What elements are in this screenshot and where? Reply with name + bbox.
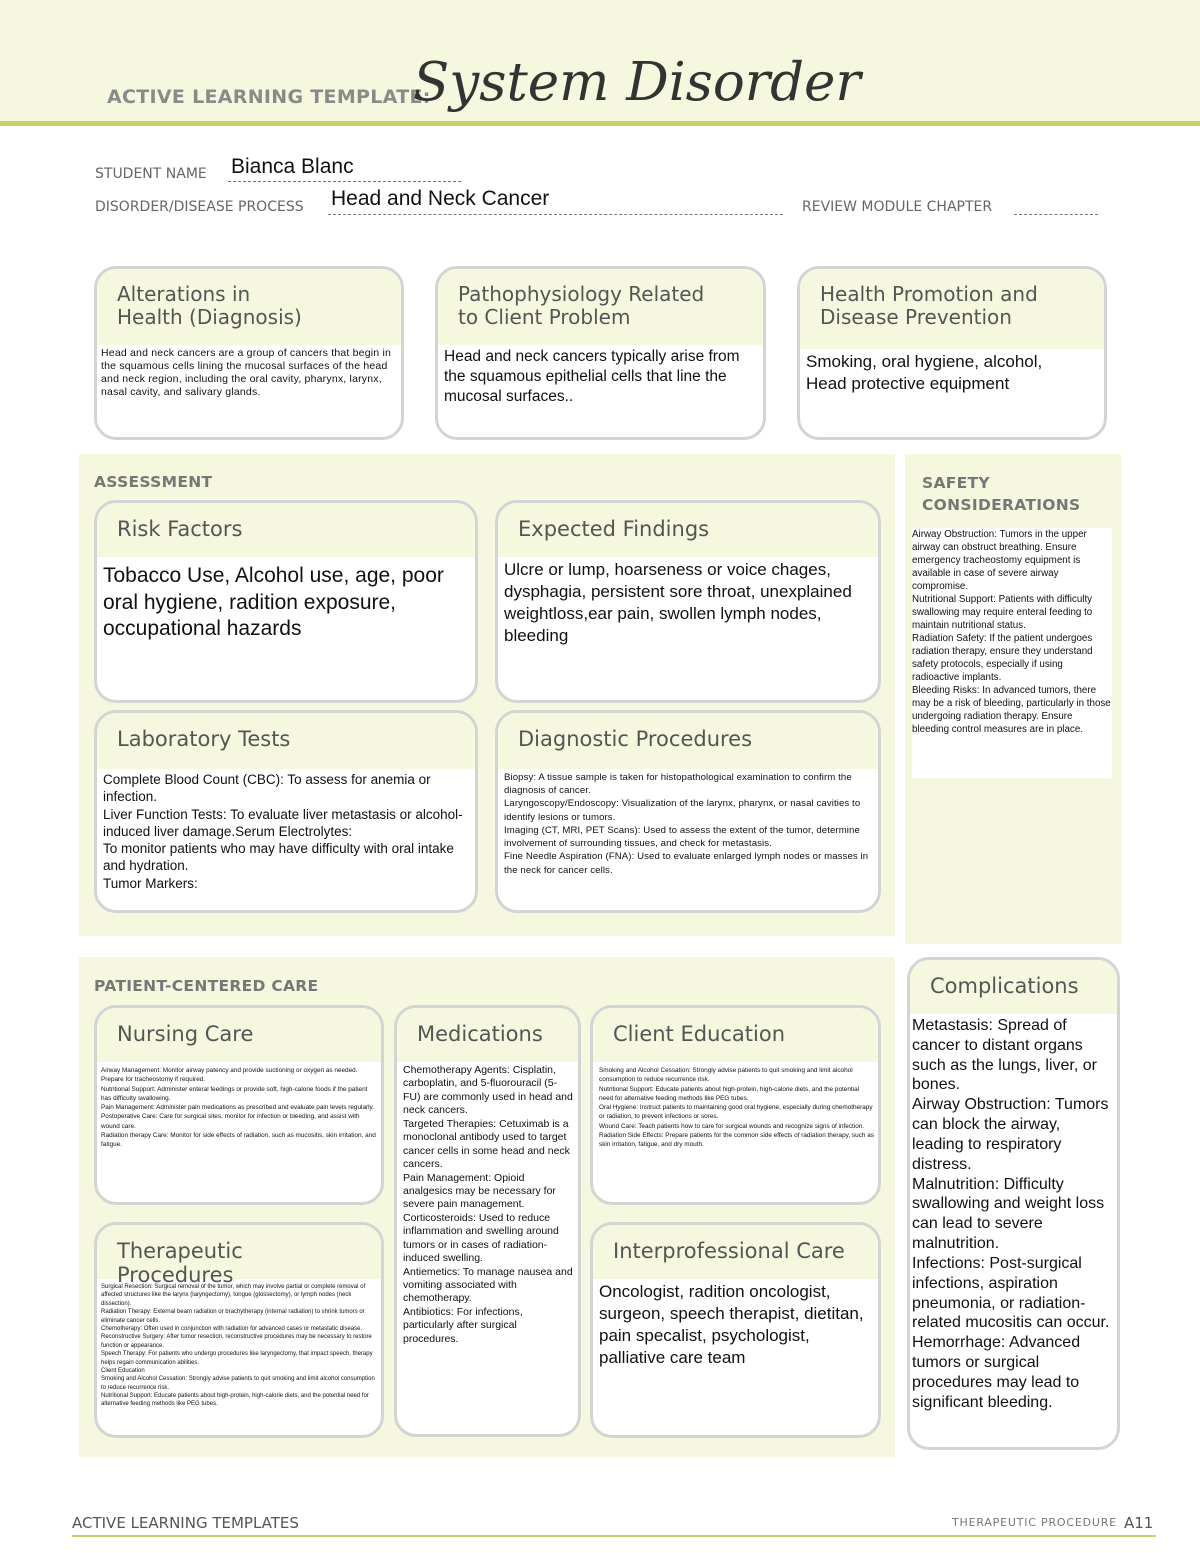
header-divider [0,121,1200,126]
risk-factors-text[interactable]: Tobacco Use, Alcohol use, age, poor oral hygiene, radition exposure, occupational hazards [103,564,444,641]
pathophysiology-text[interactable]: Head and neck cancers typically arise from the squamous epithelial cells that line the mucosal surfaces.. [444,348,740,405]
pathophysiology-box [435,266,766,440]
medications-text[interactable]: Chemotherapy Agents: Cisplatin, carboplatin, and 5-fluorouracil (5-FU) are commonly used in head and neck cancers. Targeted Therapies: Cetuximab is a monoclonal antibody used to target cancer cells in some head and neck cancers. Pain Management: Opioid analgesics may be necessary for severe pain management. Corticosteroids: Used to reduce inflammation and swelling around tumors or in cases of radiation-induced swelling. Antiemetics: To manage nausea and vomiting associated with chemotherapy. Antibiotics: For infections, particularly after surgical procedures. [403,1064,573,1345]
laboratory-tests-text[interactable]: Complete Blood Count (CBC): To assess for anemia or infection. Liver Function Tests: To evaluate liver metastasis or alcohol-induced liver damage.Serum Electrolytes: To monitor patients who may have difficulty with oral intake and hydration. Tumor Markers: [103,772,463,891]
complications-text[interactable]: Metastasis: Spread of cancer to distant organs such as the lungs, liver, or bones. Airway Obstruction: Tumors can block the airway, leading to respiratory distress. Malnutrition: Difficulty swallowing and weight loss can lead to severe malnutrition. Infections: Post-surgical infections, aspiration pneumonia, or radiation-related mucositis can occur. Hemorrhage: Advanced tumors or surgical procedures may lead to significant bleeding. [912,1017,1110,1411]
nursing-care-box [94,1005,384,1205]
complications-title: Complications [910,960,1117,1014]
therapeutic-procedures-title: Therapeutic Procedures [97,1225,381,1279]
page-title: System Disorder [413,52,861,113]
disorder-field[interactable]: Head and Neck Cancer [331,187,550,210]
student-name-label: STUDENT NAME [95,166,207,182]
risk-factors-box [94,500,478,703]
footer-left-text: ACTIVE LEARNING TEMPLATES [72,1514,299,1532]
review-chapter-label: REVIEW MODULE CHAPTER [802,199,993,215]
nursing-care-text[interactable]: Airway Management: Monitor airway patency and provide suctioning or oxygen as needed. Prepare for tracheostomy if required. Nutritional Support: Administer enteral feedings or provide soft, high-calorie foods if the patient has difficulty swallowing. Pain Management: Administer pain medications as prescribed and evaluate pain levels regularly. Postoperative Care: Care for surgical sites, monitor for infection or bleeding, and assist with wound care. Radiation therapy Care: Monitor for side effects of radiation, such as mucositis, skin irritation, and fatigue. [101,1067,376,1149]
laboratory-tests-title: Laboratory Tests [97,713,475,769]
footer-right-text: THERAPEUTIC PROCEDURE [952,1516,1117,1529]
review-chapter-field[interactable] [1014,214,1098,215]
complications-box [907,957,1120,1450]
alterations-in-health-text[interactable]: Head and neck cancers are a group of cancers that begin in the squamous cells lining the mucosal surfaces of the head and neck region, including the oral cavity, pharynx, larynx, nasal cavity, and salivary glands. [101,347,392,399]
student-name-field[interactable]: Bianca Blanc [231,155,354,178]
interprofessional-care-title: Interprofessional Care [593,1225,878,1279]
interprofessional-care-box [590,1222,881,1438]
therapeutic-procedures-box [94,1222,384,1438]
diagnostic-procedures-text[interactable]: Biopsy: A tissue sample is taken for histopathological examination to confirm the diagnosis of cancer. Laryngoscopy/Endoscopy: Visualization of the larynx, pharynx, or nasal cavities to identify lesions or tumors. Imaging (CT, MRI, PET Scans): Used to assess the extent of the tumor, determine involvement of surrounding tissues, and check for metastasis. Fine Needle Aspiration (FNA): Used to evaluate enlarged lymph nodes or masses in the neck for cancer cells. [504,772,869,876]
disorder-underline [328,214,783,215]
assessment-label: ASSESSMENT [94,473,213,491]
client-education-text[interactable]: Smoking and Alcohol Cessation: Strongly advise patients to quit smoking and limit alcohol consumption to reduce recurrence risk. Nutritional Support: Educate patients about high-protein, high-calorie diets, and the potential need for alternative feeding methods like PEG tubes. Oral Hygiene: Instruct patients to maintaining good oral hygiene, especially during chemotherapy or radiation, to prevent infections or sores. Wound Care: Teach patients how to care for surgical wounds and recognize signs of infection. Radiation Side Effects: Prepare patients for the common side effects of radiation therapy, such as skin irritation, fatigue, and dry mouth. [599,1067,874,1149]
footer-divider [72,1535,1156,1537]
template-label: ACTIVE LEARNING TEMPLATE: [107,86,431,108]
diagnostic-procedures-box [495,710,881,913]
expected-findings-text[interactable]: Ulcre or lump, hoarseness or voice chages, dysphagia, persistent sore throat, unexplained weightloss,ear pain, swollen lymph nodes, bleeding [504,560,852,646]
pathophysiology-title: Pathophysiology Related to Client Problem [438,269,763,345]
health-promotion-text[interactable]: Smoking, oral hygiene, alcohol, Head protective equipment [806,352,1043,394]
health-promotion-box [797,266,1107,440]
expected-findings-title: Expected Findings [498,503,878,557]
medications-box [394,1005,581,1437]
footer-page-number: A11 [1124,1514,1154,1532]
patient-centered-care-label: PATIENT-CENTERED CARE [94,977,319,995]
laboratory-tests-box [94,710,478,913]
health-promotion-title: Health Promotion and Disease Prevention [800,269,1104,349]
diagnostic-procedures-title: Diagnostic Procedures [498,713,878,769]
safety-considerations-text[interactable]: Airway Obstruction: Tumors in the upper airway can obstruct breathing. Ensure emergency tracheostomy equipment is available in case of severe airway compromise. Nutritional Support: Patients with difficulty swallowing may require enteral feeding to maintain nutritional status. Radiation Safety: If the patient undergoes radiation therapy, ensure they understand safety protocols, especially if using radioactive implants. Bleeding Risks: In advanced tumors, there may be a risk of bleeding, particularly in those undergoing radiation therapy. Ensure bleeding control measures are in place. [912,528,1112,778]
therapeutic-procedures-text[interactable]: Surgical Resection: Surgical removal of the tumor, which may involve partial or complete removal of affected structures like the larynx (laryngectomy), tongue (glossectomy), or lymph nodes (neck dissection). Radiation Therapy: External beam radiation or brachytherapy (internal radiation) to shrink tumors or eliminate cancer cells. Chemotherapy: Often used in conjunction with radiation for advanced cases or metastatic disease. Reconstructive Surgery: After tumor resection, reconstructive procedures may be necessary to restore function or appearance. Speech Therapy: For patients who undergo procedures like laryngectomy, that impact speech, therapy helps regain communication abilities. Client Education Smoking and Alcohol Cessation: Strongly advise patients to quit smoking and limit alcohol consumption to reduce recurrence risk. Nutritional Support: Educate patients about high-protein, high-calorie diets, and the potential need for alternative feeding methods like PEG tubes. [101,1284,375,1408]
medications-title: Medications [397,1008,578,1062]
safety-considerations-label: SAFETY CONSIDERATIONS [922,474,1081,515]
student-name-underline [228,181,461,182]
disorder-label: DISORDER/DISEASE PROCESS [95,199,304,215]
interprofessional-care-text[interactable]: Oncologist, radition oncologist, surgeon, speech therapist, dietitan, pain specalist, psychologist, palliative care team [599,1282,864,1368]
client-education-box [590,1005,881,1205]
risk-factors-title: Risk Factors [97,503,475,557]
nursing-care-title: Nursing Care [97,1008,381,1062]
alterations-in-health-box [94,266,404,440]
alterations-in-health-title: Alterations in Health (Diagnosis) [97,269,401,345]
client-education-title: Client Education [593,1008,878,1062]
expected-findings-box [495,500,881,703]
